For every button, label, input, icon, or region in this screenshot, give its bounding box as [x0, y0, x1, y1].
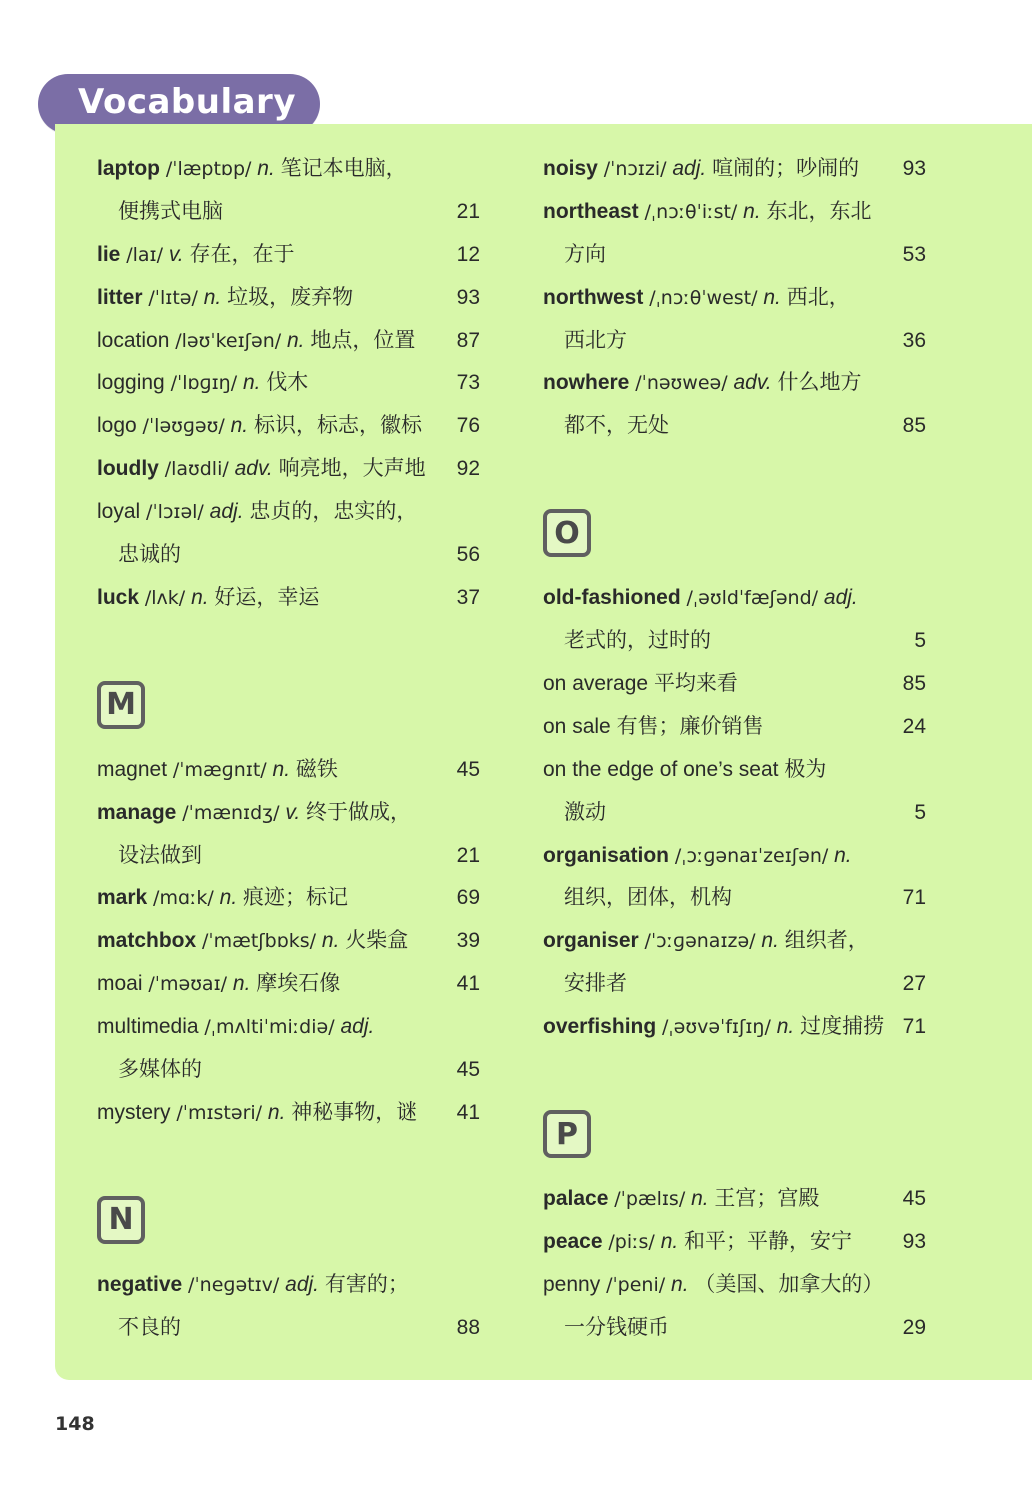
- page-reference: 29: [902, 1315, 926, 1339]
- vocab-entry: [543, 749, 933, 792]
- headword: overfishing: [543, 1015, 657, 1039]
- headword: on sale: [543, 714, 611, 738]
- headword: loudly: [97, 457, 159, 481]
- headword: palace: [543, 1187, 609, 1211]
- definition: 标识，标志，徽标: [253, 414, 422, 438]
- vocab-entry: [97, 1264, 487, 1307]
- pronunciation: /ˈlæptɒp/: [165, 158, 252, 180]
- pronunciation: /ˈpeni/: [606, 1273, 666, 1296]
- definition: 忠贞的，忠实的，: [249, 500, 418, 524]
- definition: 一分钱硬币: [564, 1315, 669, 1339]
- part-of-speech: adj.: [340, 1015, 375, 1039]
- part-of-speech: n.: [660, 1229, 679, 1253]
- definition: 伐木: [266, 371, 309, 395]
- definition: 终于做成，: [306, 800, 412, 824]
- page-reference: 71: [902, 886, 926, 910]
- page-reference: 92: [456, 457, 480, 481]
- definition: 多媒体的: [118, 1058, 202, 1082]
- pronunciation: /laɪ/: [126, 243, 163, 266]
- definition: 好运，幸运: [214, 585, 320, 609]
- page-reference: 36: [902, 328, 926, 352]
- vocab-entry: [97, 148, 487, 191]
- part-of-speech: n.: [321, 929, 340, 953]
- section-letter-badge: N: [97, 1196, 145, 1244]
- definition: 火柴盒: [345, 929, 409, 953]
- vocab-entry: [543, 577, 933, 620]
- part-of-speech: n.: [743, 199, 761, 223]
- headword: multimedia: [97, 1015, 199, 1039]
- headword: old-fashioned: [543, 586, 681, 610]
- page-reference: 69: [456, 886, 480, 910]
- definition: 地点，位置: [310, 328, 416, 352]
- definition: 摩埃石像: [256, 972, 341, 996]
- definition: 组织，团体，机构: [564, 886, 732, 910]
- section-gap: [97, 1135, 487, 1178]
- pronunciation: /ˌəʊvəˈfɪʃɪŋ/: [662, 1016, 771, 1039]
- vocab-entry: [543, 835, 933, 878]
- pronunciation: /ˌnɔːθˈwest/: [649, 286, 758, 309]
- pronunciation: /ˈləʊɡəʊ/: [142, 415, 225, 438]
- headword: organisation: [543, 843, 670, 867]
- part-of-speech: n.: [242, 371, 261, 395]
- page-reference: 21: [456, 843, 480, 867]
- definition: 有害的；: [324, 1272, 409, 1296]
- vocab-entry: [543, 362, 933, 405]
- headword: penny: [543, 1272, 601, 1296]
- headword: litter: [97, 285, 143, 309]
- definition: 不良的: [118, 1315, 181, 1339]
- pronunciation: /ˈnɔɪzi/: [603, 158, 667, 180]
- entry-continuation: [97, 835, 487, 878]
- vocab-entry: [97, 1092, 487, 1135]
- part-of-speech: n.: [761, 929, 779, 953]
- entry-continuation: [543, 963, 933, 1006]
- headword: peace: [543, 1229, 603, 1253]
- definition: 神秘事物，谜: [291, 1100, 418, 1124]
- part-of-speech: n.: [776, 1015, 795, 1039]
- right-column: [543, 148, 933, 1350]
- vocab-entry: [543, 663, 933, 706]
- headword: noisy: [543, 157, 598, 180]
- vocab-entry: [543, 191, 933, 234]
- page-reference: 76: [456, 414, 480, 438]
- page-reference: 45: [456, 757, 480, 781]
- headword: loyal: [97, 500, 141, 524]
- entry-continuation: [543, 620, 933, 663]
- section-letter: [543, 1092, 933, 1178]
- vocab-entry: [97, 362, 487, 405]
- part-of-speech: n.: [287, 328, 305, 352]
- page-reference: 37: [456, 585, 480, 609]
- part-of-speech: n.: [219, 886, 238, 910]
- definition: 王宫；宫殿: [714, 1187, 820, 1211]
- section-gap: [543, 1049, 933, 1092]
- section-gap: [97, 620, 487, 663]
- part-of-speech: n.: [763, 285, 781, 309]
- pronunciation: /ˈlɔɪəl/: [146, 501, 204, 524]
- definition: 响亮地，大声地: [278, 457, 426, 481]
- headword: laptop: [97, 157, 160, 180]
- page-reference: 73: [456, 371, 480, 395]
- section-letter: [97, 663, 487, 749]
- page-reference: 5: [914, 800, 926, 824]
- part-of-speech: n.: [834, 843, 852, 867]
- headword: matchbox: [97, 929, 197, 953]
- headword: northeast: [543, 199, 639, 223]
- part-of-speech: n.: [671, 1272, 689, 1296]
- headword: logging: [97, 371, 165, 395]
- pronunciation: /piːs/: [608, 1230, 655, 1253]
- definition: 平均来看: [653, 672, 738, 696]
- pronunciation: /ˈmænɪdʒ/: [182, 801, 280, 824]
- pronunciation: /ˌnɔːθˈiːst/: [644, 200, 738, 223]
- definition: 过度捕捞: [800, 1015, 885, 1039]
- page-reference: 27: [902, 972, 926, 996]
- headword: mark: [97, 886, 148, 910]
- part-of-speech: n.: [230, 414, 249, 438]
- page-reference: 88: [456, 1315, 480, 1339]
- pronunciation: /ˈmætʃbɒks/: [202, 930, 317, 953]
- definition: 存在，在于: [189, 242, 295, 266]
- entry-continuation: [97, 1049, 487, 1092]
- headword: logo: [97, 414, 137, 438]
- pronunciation: /ˈlɪtə/: [148, 286, 198, 309]
- entry-continuation: [543, 877, 933, 920]
- page-reference: 39: [456, 929, 480, 953]
- page-reference: 93: [902, 157, 926, 180]
- definition: 忠诚的: [118, 543, 181, 567]
- definition: 设法做到: [118, 843, 202, 867]
- section-gap: [543, 448, 933, 491]
- section-letter: [97, 1178, 487, 1264]
- entry-continuation: [543, 320, 933, 363]
- part-of-speech: n.: [232, 972, 251, 996]
- pronunciation: /ˈlɒɡɪŋ/: [170, 372, 238, 395]
- definition: 东北，东北: [766, 199, 872, 223]
- vocab-entry: [97, 792, 487, 835]
- entry-continuation: [97, 534, 487, 577]
- definition: 笔记本电脑，: [280, 157, 407, 180]
- part-of-speech: adv.: [733, 371, 772, 395]
- part-of-speech: adj.: [823, 586, 858, 610]
- entry-continuation: [543, 234, 933, 277]
- section-letter-badge: P: [543, 1110, 591, 1158]
- headword: organiser: [543, 929, 639, 953]
- pronunciation: /ˌɔːɡənaɪˈzeɪʃən/: [674, 844, 829, 867]
- part-of-speech: v.: [168, 242, 184, 266]
- definition: 便携式电脑: [118, 199, 223, 223]
- page-reference: 87: [456, 328, 480, 352]
- pronunciation: /laʊdli/: [164, 458, 229, 481]
- page-reference: 41: [456, 1100, 480, 1124]
- definition: 组织者，: [784, 929, 869, 953]
- definition: 极为: [784, 757, 827, 781]
- definition: 方向: [564, 242, 606, 266]
- part-of-speech: n.: [267, 1100, 286, 1124]
- part-of-speech: adj.: [672, 157, 707, 180]
- definition: 什么地方: [777, 371, 862, 395]
- part-of-speech: n.: [203, 285, 222, 309]
- page-reference: 12: [456, 242, 480, 266]
- headword: on average: [543, 672, 649, 696]
- page-reference: 71: [902, 1015, 926, 1039]
- vocab-entry: [97, 234, 487, 277]
- part-of-speech: adj.: [209, 500, 244, 524]
- headword: location: [97, 328, 170, 352]
- definition: 安排者: [564, 972, 627, 996]
- vocab-entry: [97, 749, 487, 792]
- page-reference: 53: [902, 242, 926, 266]
- vocab-entry: [543, 1178, 933, 1221]
- vocab-entry: [97, 277, 487, 320]
- pronunciation: /mɑːk/: [153, 887, 214, 910]
- pronunciation: /ˈpælɪs/: [614, 1188, 686, 1211]
- part-of-speech: n.: [691, 1187, 709, 1211]
- page-reference: 85: [902, 672, 926, 696]
- definition: 和平；平静，安宁: [684, 1229, 853, 1253]
- headword: manage: [97, 800, 177, 824]
- pronunciation: /ˈnəʊweə/: [635, 372, 728, 395]
- vocab-entry: [97, 405, 487, 448]
- definition: 垃圾，废弃物: [227, 285, 354, 309]
- headword: mystery: [97, 1100, 171, 1124]
- section-letter: [543, 491, 933, 577]
- vocab-entry: [97, 963, 487, 1006]
- entry-continuation: [543, 405, 933, 448]
- vocab-entry: [543, 706, 933, 749]
- headword: moai: [97, 972, 143, 996]
- pronunciation: /ˈmɪstəri/: [176, 1101, 263, 1124]
- definition: 激动: [564, 800, 606, 824]
- pronunciation: /ˈneɡətɪv/: [188, 1273, 280, 1296]
- entry-continuation: [97, 191, 487, 234]
- section-title: Vocabulary: [78, 82, 296, 122]
- page-reference: 41: [456, 972, 480, 996]
- part-of-speech: v.: [285, 800, 301, 824]
- definition: （美国、加拿大的）: [694, 1272, 884, 1296]
- part-of-speech: adv.: [234, 457, 273, 481]
- headword: on the edge of one’s seat: [543, 757, 779, 781]
- pronunciation: /ˈməʊaɪ/: [148, 973, 228, 996]
- definition: 西北方: [564, 328, 627, 352]
- vocab-entry: [97, 320, 487, 363]
- vocab-entry: [97, 491, 487, 534]
- page-reference: 5: [914, 629, 926, 653]
- definition: 磁铁: [295, 757, 338, 781]
- page-number: 148: [55, 1413, 95, 1435]
- vocab-entry: [97, 877, 487, 920]
- definition: 都不，无处: [564, 414, 669, 438]
- pronunciation: /ˈmæɡnɪt/: [172, 758, 267, 781]
- vocab-entry: [97, 577, 487, 620]
- vocab-entry: [543, 148, 933, 191]
- pronunciation: /lʌk/: [144, 586, 186, 609]
- vocab-entry: [543, 920, 933, 963]
- vocab-entry: [97, 448, 487, 491]
- definition: 有售；廉价销售: [616, 714, 764, 738]
- definition: 西北，: [786, 285, 850, 309]
- entry-continuation: [97, 1307, 487, 1350]
- page-reference: 93: [902, 1229, 926, 1253]
- part-of-speech: adj.: [285, 1272, 320, 1296]
- page-reference: 56: [456, 543, 480, 567]
- page-reference: 93: [456, 285, 480, 309]
- vocab-entry: [543, 1264, 933, 1307]
- page-reference: 45: [902, 1187, 926, 1211]
- left-column: [97, 148, 487, 1350]
- pronunciation: /ˌmʌltiˈmiːdiə/: [204, 1016, 335, 1039]
- definition: 喧闹的；吵闹的: [712, 157, 860, 180]
- headword: luck: [97, 585, 140, 609]
- vocab-entry: [97, 920, 487, 963]
- section-letter-badge: M: [97, 681, 145, 729]
- definition: 痕迹；标记: [243, 886, 349, 910]
- part-of-speech: n.: [257, 157, 275, 180]
- section-letter-badge: O: [543, 509, 591, 557]
- part-of-speech: n.: [191, 585, 209, 609]
- headword: northwest: [543, 285, 644, 309]
- pronunciation: /ˌəʊldˈfæʃənd/: [686, 587, 819, 610]
- definition: 老式的，过时的: [564, 629, 711, 653]
- headword: negative: [97, 1272, 183, 1296]
- page-reference: 24: [902, 714, 926, 738]
- page-reference: 21: [456, 199, 480, 223]
- page-reference: 85: [902, 414, 926, 438]
- headword: nowhere: [543, 371, 630, 395]
- headword: magnet: [97, 757, 168, 781]
- page-reference: 45: [456, 1058, 480, 1082]
- pronunciation: /ˈɔːɡənaɪzə/: [644, 930, 756, 953]
- entry-continuation: [543, 1307, 933, 1350]
- vocab-entry: [543, 1006, 933, 1049]
- headword: lie: [97, 242, 121, 266]
- vocab-entry: [543, 1221, 933, 1264]
- vocab-entry: [97, 1006, 487, 1049]
- vocab-entry: [543, 277, 933, 320]
- entry-continuation: [543, 792, 933, 835]
- part-of-speech: n.: [272, 757, 291, 781]
- pronunciation: /ləʊˈkeɪʃən/: [175, 329, 282, 352]
